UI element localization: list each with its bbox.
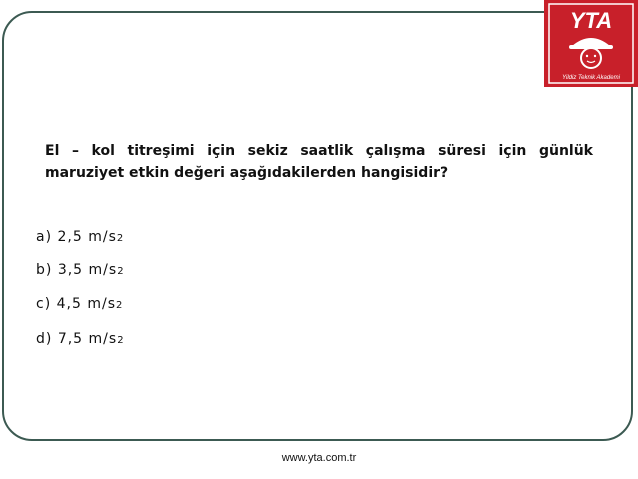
logo-caption: Yildiz Teknik Akademi [562,75,620,81]
option-d [36,331,124,347]
yta-logo [544,0,638,87]
option-unit-power: 2 [116,233,124,244]
option-value: 4,5 m/s [56,296,116,312]
option-unit-power: 2 [117,266,124,277]
logo-text: YTA [569,8,613,33]
option-b [36,262,124,278]
question-text: El – kol titreşimi için sekiz saatlik çalışma süresi için günlük maruziyet etkin değeri aşağıdakilerden hangisidir? [45,143,593,181]
option-value: 2,5 m/s [57,229,117,245]
footer-url[interactable]: www.yta.com.tr [281,452,357,464]
option-letter: a) [36,229,53,245]
option-unit-power: 2 [116,300,123,311]
option-letter: c) [36,296,52,312]
option-value: 3,5 m/s [57,262,118,278]
worker-helmet-logo-icon [544,0,638,87]
option-unit-power: 2 [117,335,124,346]
slide-frame [2,11,633,441]
option-a [36,229,123,245]
option-letter: d) [36,331,53,347]
option-value: 7,5 m/s [57,331,118,347]
option-letter: b) [36,262,53,278]
option-c [36,296,122,312]
